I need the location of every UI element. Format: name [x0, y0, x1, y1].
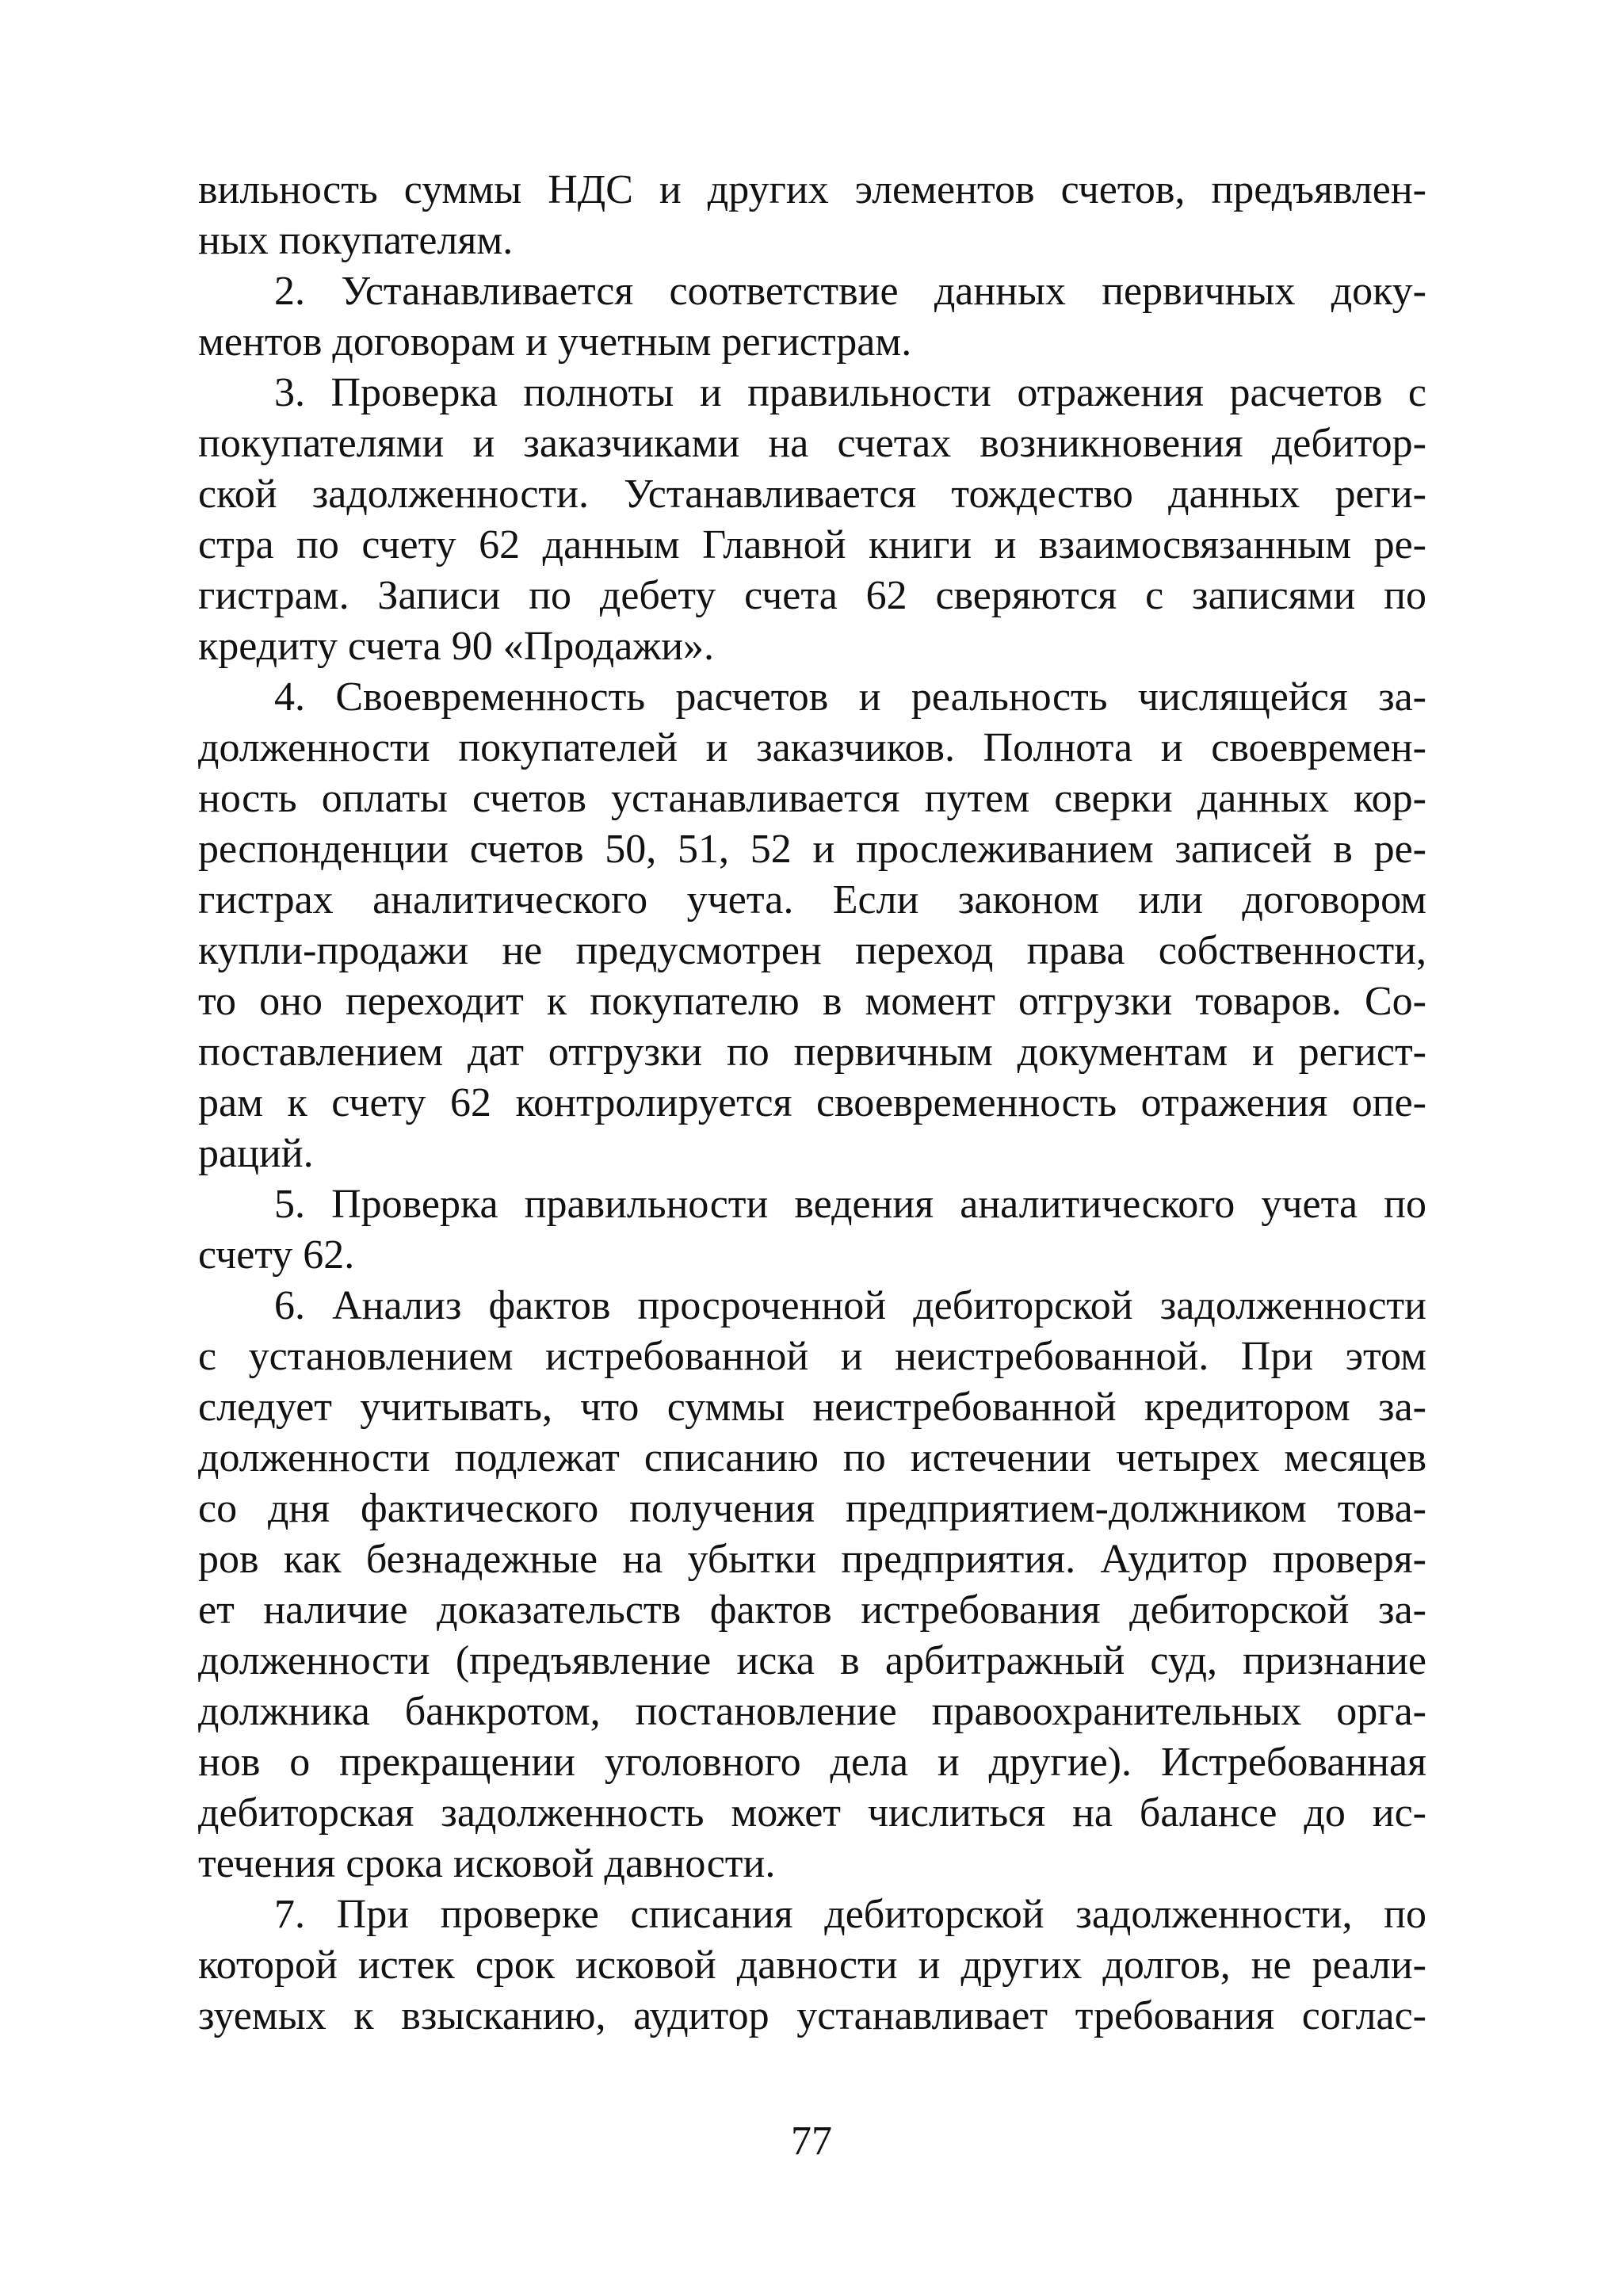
text-line: дебиторская задолженность может числиться на балансе до ис- — [198, 1790, 1426, 1836]
text-line: с установлением истребованной и неистребованной. При этом — [198, 1334, 1426, 1379]
text-line: которой истек срок исковой давности и других долгов, не реали- — [198, 1943, 1426, 1988]
text-line: 4. Своевременность расчетов и реальность числящейся за- — [274, 674, 1426, 720]
text-line: счету 62. — [198, 1232, 355, 1278]
body-text — [198, 165, 1426, 2042]
text-line: респонденции счетов 50, 51, 52 и прослеживанием записей в ре- — [198, 827, 1426, 872]
text-line: стра по счету 62 данным Главной книги и взаимосвязанным ре- — [198, 522, 1426, 567]
text-line: течения срока исковой давности. — [198, 1841, 776, 1886]
text-line: вильность суммы НДС и других элементов счетов, предъявлен- — [198, 167, 1426, 212]
text-line: купли-продажи не предусмотрен переход права собственности, — [198, 928, 1426, 973]
text-line: поставлением дат отгрузки по первичным документам и регист- — [198, 1030, 1426, 1075]
text-line: следует учитывать, что суммы неистребованной кредитором за- — [198, 1385, 1426, 1430]
text-line: долженности подлежат списанию по истечении четырех месяцев — [198, 1435, 1426, 1480]
text-line: гистрах аналитического учета. Если законом или договором — [198, 877, 1426, 923]
text-line: ментов договорам и учетным регистрам. — [198, 319, 912, 365]
paragraph — [198, 1281, 1426, 1889]
text-line: 3. Проверка полноты и правильности отражения расчетов с — [274, 370, 1426, 415]
text-line: должника банкротом, постановление правоохранительных орга- — [198, 1689, 1426, 1734]
paragraph — [198, 165, 1426, 266]
text-line: 7. При проверке списания дебиторской задолженности, по — [274, 1892, 1426, 1937]
text-line: ность оплаты счетов устанавливается путем сверки данных кор- — [198, 776, 1426, 821]
text-line: рам к счету 62 контролируется своевременность отражения опе- — [198, 1080, 1426, 1125]
text-line: долженности покупателей и заказчиков. Полнота и своевремен- — [198, 725, 1426, 770]
text-line: раций. — [198, 1131, 314, 1176]
paragraph — [198, 1179, 1426, 1281]
text-line: долженности (предъявление иска в арбитражный суд, признание — [198, 1638, 1426, 1683]
text-line: гистрам. Записи по дебету счета 62 сверяются с записями по — [198, 573, 1426, 618]
paragraph — [198, 368, 1426, 672]
text-line: ской задолженности. Устанавливается тождество данных реги- — [198, 472, 1426, 517]
text-line: 6. Анализ фактов просроченной дебиторской задолженности — [274, 1283, 1426, 1328]
paragraph — [198, 672, 1426, 1179]
text-line: ров как безнадежные на убытки предприятия. Аудитор проверя- — [198, 1537, 1426, 1582]
text-line: ных покупателям. — [198, 218, 514, 263]
paragraph — [198, 1889, 1426, 2042]
paragraph — [198, 266, 1426, 368]
text-line: покупателями и заказчиками на счетах возникновения дебитор- — [198, 421, 1426, 466]
text-line: 5. Проверка правильности ведения аналитического учета по — [274, 1182, 1426, 1227]
text-line: зуемых к взысканию, аудитор устанавливает требования соглас- — [198, 1993, 1426, 2038]
text-line: ет наличие доказательств фактов истребования дебиторской за- — [198, 1587, 1426, 1633]
text-line: то оно переходит к покупателю в момент отгрузки товаров. Со- — [198, 979, 1426, 1024]
text-line: 2. Устанавливается соответствие данных первичных доку- — [274, 269, 1426, 314]
text-line: кредиту счета 90 «Продажи». — [198, 624, 715, 669]
page-number: 77 — [791, 2118, 832, 2164]
text-line: нов о прекращении уголовного дела и другие). Истребованная — [198, 1740, 1426, 1785]
text-line: со дня фактического получения предприятием-должником това- — [198, 1486, 1426, 1531]
